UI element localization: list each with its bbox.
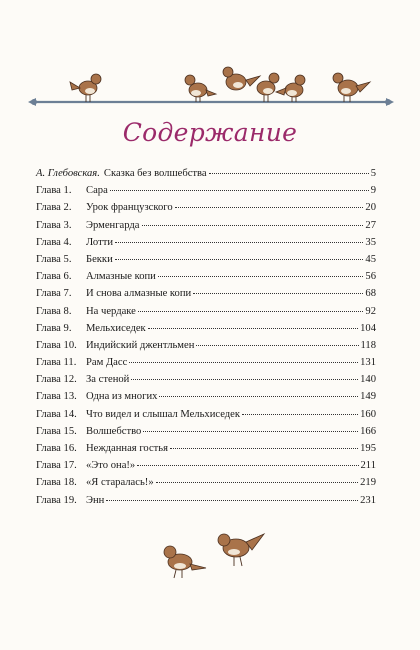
page-number: 35 (365, 236, 376, 248)
toc-chapter-entry[interactable] (36, 371, 376, 388)
chapter-label: Глава 9. (36, 322, 72, 334)
chapter-title: Волшебство (86, 425, 142, 437)
toc-chapter-entry[interactable] (36, 320, 376, 337)
page-number: 166 (360, 425, 376, 437)
dot-leader (196, 344, 358, 346)
toc-chapter-entry[interactable] (36, 440, 376, 457)
page-number: 104 (360, 322, 376, 334)
dot-leader (170, 447, 358, 449)
chapter-title: Лотти (86, 236, 114, 248)
chapter-label: Глава 3. (36, 219, 72, 231)
chapter-title: «Это она!» (86, 460, 136, 472)
dot-leader (131, 378, 358, 380)
two-sparrows-illustration (150, 524, 270, 586)
toc-chapter-entry[interactable] (36, 406, 376, 423)
dot-leader (110, 189, 369, 191)
intro-title-text: Сказка без волшебства (103, 168, 207, 179)
chapter-title: На чердаке (86, 305, 136, 317)
chapter-label: Глава 11. (36, 357, 77, 369)
page-number: 211 (360, 460, 376, 472)
chapter-title: За стеной (86, 374, 130, 386)
chapter-label: Глава 6. (36, 271, 72, 283)
dot-leader (175, 206, 364, 208)
chapter-label: Глава 19. (36, 494, 77, 506)
dot-leader (115, 241, 363, 243)
intro-title (36, 165, 207, 182)
dot-leader (138, 310, 364, 312)
toc-chapter-entry[interactable] (36, 234, 376, 251)
dot-leader (209, 172, 369, 174)
page-number: 68 (365, 288, 376, 300)
toc-chapter-entry[interactable] (36, 457, 376, 474)
toc-chapter-entry[interactable] (36, 492, 376, 509)
dot-leader (242, 413, 358, 415)
toc-chapter-entry[interactable] (36, 199, 376, 216)
chapter-label: Глава 15. (36, 425, 77, 437)
toc-chapter-entry[interactable] (36, 285, 376, 302)
chapter-label: Глава 18. (36, 477, 77, 489)
page-number: 195 (360, 443, 376, 454)
page-number: 149 (360, 391, 376, 403)
chapter-label: Глава 2. (36, 202, 72, 214)
dot-leader (106, 499, 358, 501)
page-title: Содержание (122, 118, 298, 147)
toc-chapter-entry[interactable] (36, 354, 376, 371)
page-number: 219 (360, 477, 376, 489)
dot-leader (143, 430, 358, 432)
chapter-title: Алмазные копи (86, 271, 156, 283)
chapter-title: Урок французского (86, 202, 173, 214)
toc-chapter-entry[interactable] (36, 217, 376, 234)
chapter-label: Глава 13. (36, 391, 77, 403)
chapter-label: Глава 5. (36, 253, 72, 265)
toc-chapter-entry[interactable] (36, 474, 376, 491)
dot-leader (193, 292, 363, 294)
chapter-title: Рам Дасс (86, 357, 128, 369)
toc-chapter-entry[interactable] (36, 337, 376, 354)
chapter-title: Что видел и слышал Мельхиседек (86, 408, 241, 420)
table-of-contents (36, 165, 376, 509)
chapter-label: Глава 1. (36, 185, 72, 197)
chapter-label: Глава 4. (36, 236, 72, 248)
page-number: 118 (360, 339, 376, 351)
dot-leader (158, 275, 364, 277)
chapter-title: Нежданная гостья (86, 443, 169, 454)
chapter-title: Бекки (86, 253, 113, 265)
dot-leader (115, 258, 364, 260)
toc-intro-entry[interactable] (36, 165, 376, 182)
toc-chapter-entry[interactable] (36, 303, 376, 320)
page-number: 5 (370, 168, 376, 179)
dot-leader (148, 327, 358, 329)
chapter-title: Сара (86, 185, 108, 197)
sparrows-on-rod-illustration (26, 58, 396, 120)
chapter-title: Эрменгарда (86, 219, 140, 231)
toc-chapter-entry[interactable] (36, 388, 376, 405)
toc-chapter-entry[interactable] (36, 268, 376, 285)
chapter-title: Энн (86, 494, 105, 506)
page-number: 160 (360, 408, 376, 420)
page-number: 20 (365, 202, 376, 214)
chapter-title: «Я старалась!» (86, 477, 154, 489)
page-number: 9 (370, 185, 376, 197)
page-number: 231 (360, 494, 376, 506)
toc-chapter-entry[interactable] (36, 423, 376, 440)
page-number: 131 (360, 357, 376, 369)
toc-chapter-entry[interactable] (36, 182, 376, 199)
dot-leader (159, 395, 358, 397)
dot-leader (156, 481, 358, 483)
dot-leader (142, 224, 364, 226)
chapter-label: Глава 14. (36, 408, 77, 420)
page-number: 140 (360, 374, 376, 386)
page-number: 27 (365, 219, 376, 231)
toc-chapter-entry[interactable] (36, 251, 376, 268)
page-number: 56 (365, 271, 376, 283)
chapter-title: Одна из многих (86, 391, 158, 403)
dot-leader (137, 464, 358, 466)
chapter-label: Глава 10. (36, 339, 77, 351)
page-number: 92 (365, 305, 376, 317)
chapter-title: И снова алмазные копи (86, 288, 192, 300)
chapter-label: Глава 16. (36, 443, 77, 454)
chapter-label: Глава 8. (36, 305, 72, 317)
chapter-label: Глава 17. (36, 460, 77, 472)
dot-leader (129, 361, 358, 363)
chapter-title: Мельхиседек (86, 322, 146, 334)
page-number: 45 (365, 253, 376, 265)
chapter-label: Глава 7. (36, 288, 72, 300)
chapter-label: Глава 12. (36, 374, 77, 386)
intro-author: А. Глебовская. (36, 168, 100, 179)
chapter-title: Индийский джентльмен (86, 339, 195, 351)
